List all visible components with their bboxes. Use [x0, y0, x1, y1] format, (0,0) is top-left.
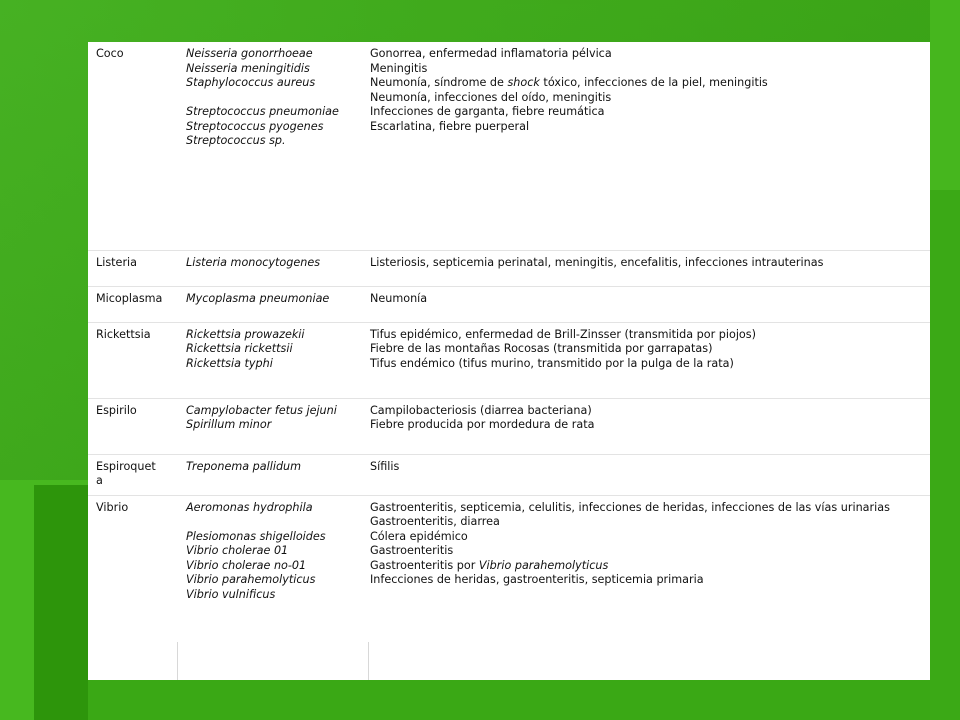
category-cell: Espirilo — [88, 398, 178, 454]
decorative-stripe — [88, 680, 930, 720]
organism-name: Staphylococcus aureus — [186, 76, 316, 89]
table-row — [88, 322, 930, 398]
disease-text: Tifus endémico (tifus murino, transmitido por la pulga de la rata) — [370, 356, 734, 370]
diseases-cell — [362, 454, 930, 495]
category-cell — [88, 454, 178, 495]
diseases-cell — [362, 250, 930, 286]
diseases-cell — [362, 398, 930, 454]
organism-name: Rickettsia prowazekii — [186, 327, 305, 341]
disease-text: Gastroenteritis — [370, 544, 454, 557]
disease-text: Neumonía — [370, 291, 428, 305]
table-row — [88, 495, 930, 608]
column-divider — [368, 642, 369, 680]
organism-name: Streptococcus pyogenes — [186, 119, 324, 133]
organism-name: Neisseria gonorrhoeae — [186, 47, 313, 60]
bacteria-disease-table-panel — [88, 42, 930, 680]
disease-text: Fiebre de las montañas Rocosas (transmitida por garrapatas) — [370, 342, 713, 355]
decorative-stripe — [34, 485, 88, 720]
organism-name: Treponema pallidum — [186, 459, 302, 473]
category-cell: Vibrio — [96, 500, 129, 514]
decorative-stripe — [930, 190, 960, 720]
organism-name: Aeromonas hydrophila — [186, 500, 313, 514]
organism-name: Campylobacter fetus jejuni — [186, 403, 337, 417]
diseases-cell — [362, 322, 930, 398]
disease-text: Gastroenteritis, septicemia, celulitis, infecciones de heridas, infecciones de las vías urinarias — [370, 500, 890, 514]
table-row — [88, 250, 930, 286]
disease-text: Cólera epidémico — [370, 529, 468, 543]
disease-text: Gastroenteritis por Vibrio parahemolyticus — [370, 558, 609, 572]
italic-term: shock — [507, 76, 540, 89]
disease-text: Listeriosis, septicemia perinatal, meningitis, encefalitis, infecciones intrauterinas — [370, 255, 824, 269]
disease-text: Tifus epidémico, enfermedad de Brill-Zinsser (transmitida por piojos) — [370, 327, 756, 341]
disease-text: Neumonía, síndrome de shock tóxico, infecciones de la piel, meningitis — [370, 76, 768, 89]
organisms-cell — [178, 250, 362, 286]
organisms-cell — [178, 495, 362, 608]
disease-text: Campilobacteriosis (diarrea bacteriana) — [370, 403, 592, 417]
decorative-stripe — [930, 0, 960, 190]
bacteria-disease-table — [88, 42, 930, 608]
diseases-cell — [362, 495, 930, 608]
organism-name: Vibrio cholerae 01 — [186, 544, 289, 557]
organisms-cell — [178, 454, 362, 495]
spacer — [186, 515, 358, 530]
organism-name: Spirillum minor — [186, 418, 272, 431]
disease-text: Gonorrea, enfermedad inflamatoria pélvica — [370, 47, 612, 60]
diseases-cell — [362, 42, 930, 250]
italic-organism: Vibrio parahemolyticus — [478, 558, 609, 572]
disease-text: Escarlatina, fiebre puerperal — [370, 119, 530, 133]
organisms-cell — [178, 322, 362, 398]
organism-name: Vibrio cholerae no-01 — [186, 558, 307, 572]
disease-text: Infecciones de heridas, gastroenteritis, septicemia primaria — [370, 573, 704, 586]
disease-text: Sífilis — [370, 459, 400, 473]
category-cell: Coco — [88, 42, 178, 250]
disease-text: Fiebre producida por mordedura de rata — [370, 418, 595, 431]
organism-name: Rickettsia typhi — [186, 356, 273, 370]
organism-name: Vibrio parahemolyticus — [186, 573, 316, 586]
organism-name: Streptococcus pneumoniae — [186, 105, 339, 118]
disease-text: Neumonía, infecciones del oído, meningitis — [370, 90, 612, 104]
organism-name: Vibrio vulnificus — [186, 587, 276, 601]
organisms-cell — [178, 398, 362, 454]
organism-name: Neisseria meningitidis — [186, 61, 310, 75]
organism-name: Listeria monocytogenes — [186, 255, 321, 269]
organisms-cell — [178, 42, 362, 250]
disease-text: Gastroenteritis, diarrea — [370, 515, 500, 528]
spacer — [186, 91, 358, 106]
organism-name: Streptococcus sp. — [186, 134, 286, 147]
table-row — [88, 454, 930, 495]
category-cell: Micoplasma — [88, 286, 178, 322]
category-cell: Listeria — [88, 250, 178, 286]
disease-text: Meningitis — [370, 61, 428, 75]
table-row — [88, 286, 930, 322]
category-cell: Rickettsia — [88, 322, 178, 398]
organism-name: Mycoplasma pneumoniae — [186, 291, 330, 305]
organism-name: Rickettsia rickettsii — [186, 342, 293, 355]
table-row — [88, 398, 930, 454]
disease-text: Infecciones de garganta, fiebre reumática — [370, 105, 605, 118]
organisms-cell — [178, 286, 362, 322]
table-row — [88, 42, 930, 250]
organism-name: Plesiomonas shigelloides — [186, 529, 326, 543]
diseases-cell — [362, 286, 930, 322]
column-divider — [177, 642, 178, 680]
category-text: Espiroquet a — [96, 459, 156, 487]
